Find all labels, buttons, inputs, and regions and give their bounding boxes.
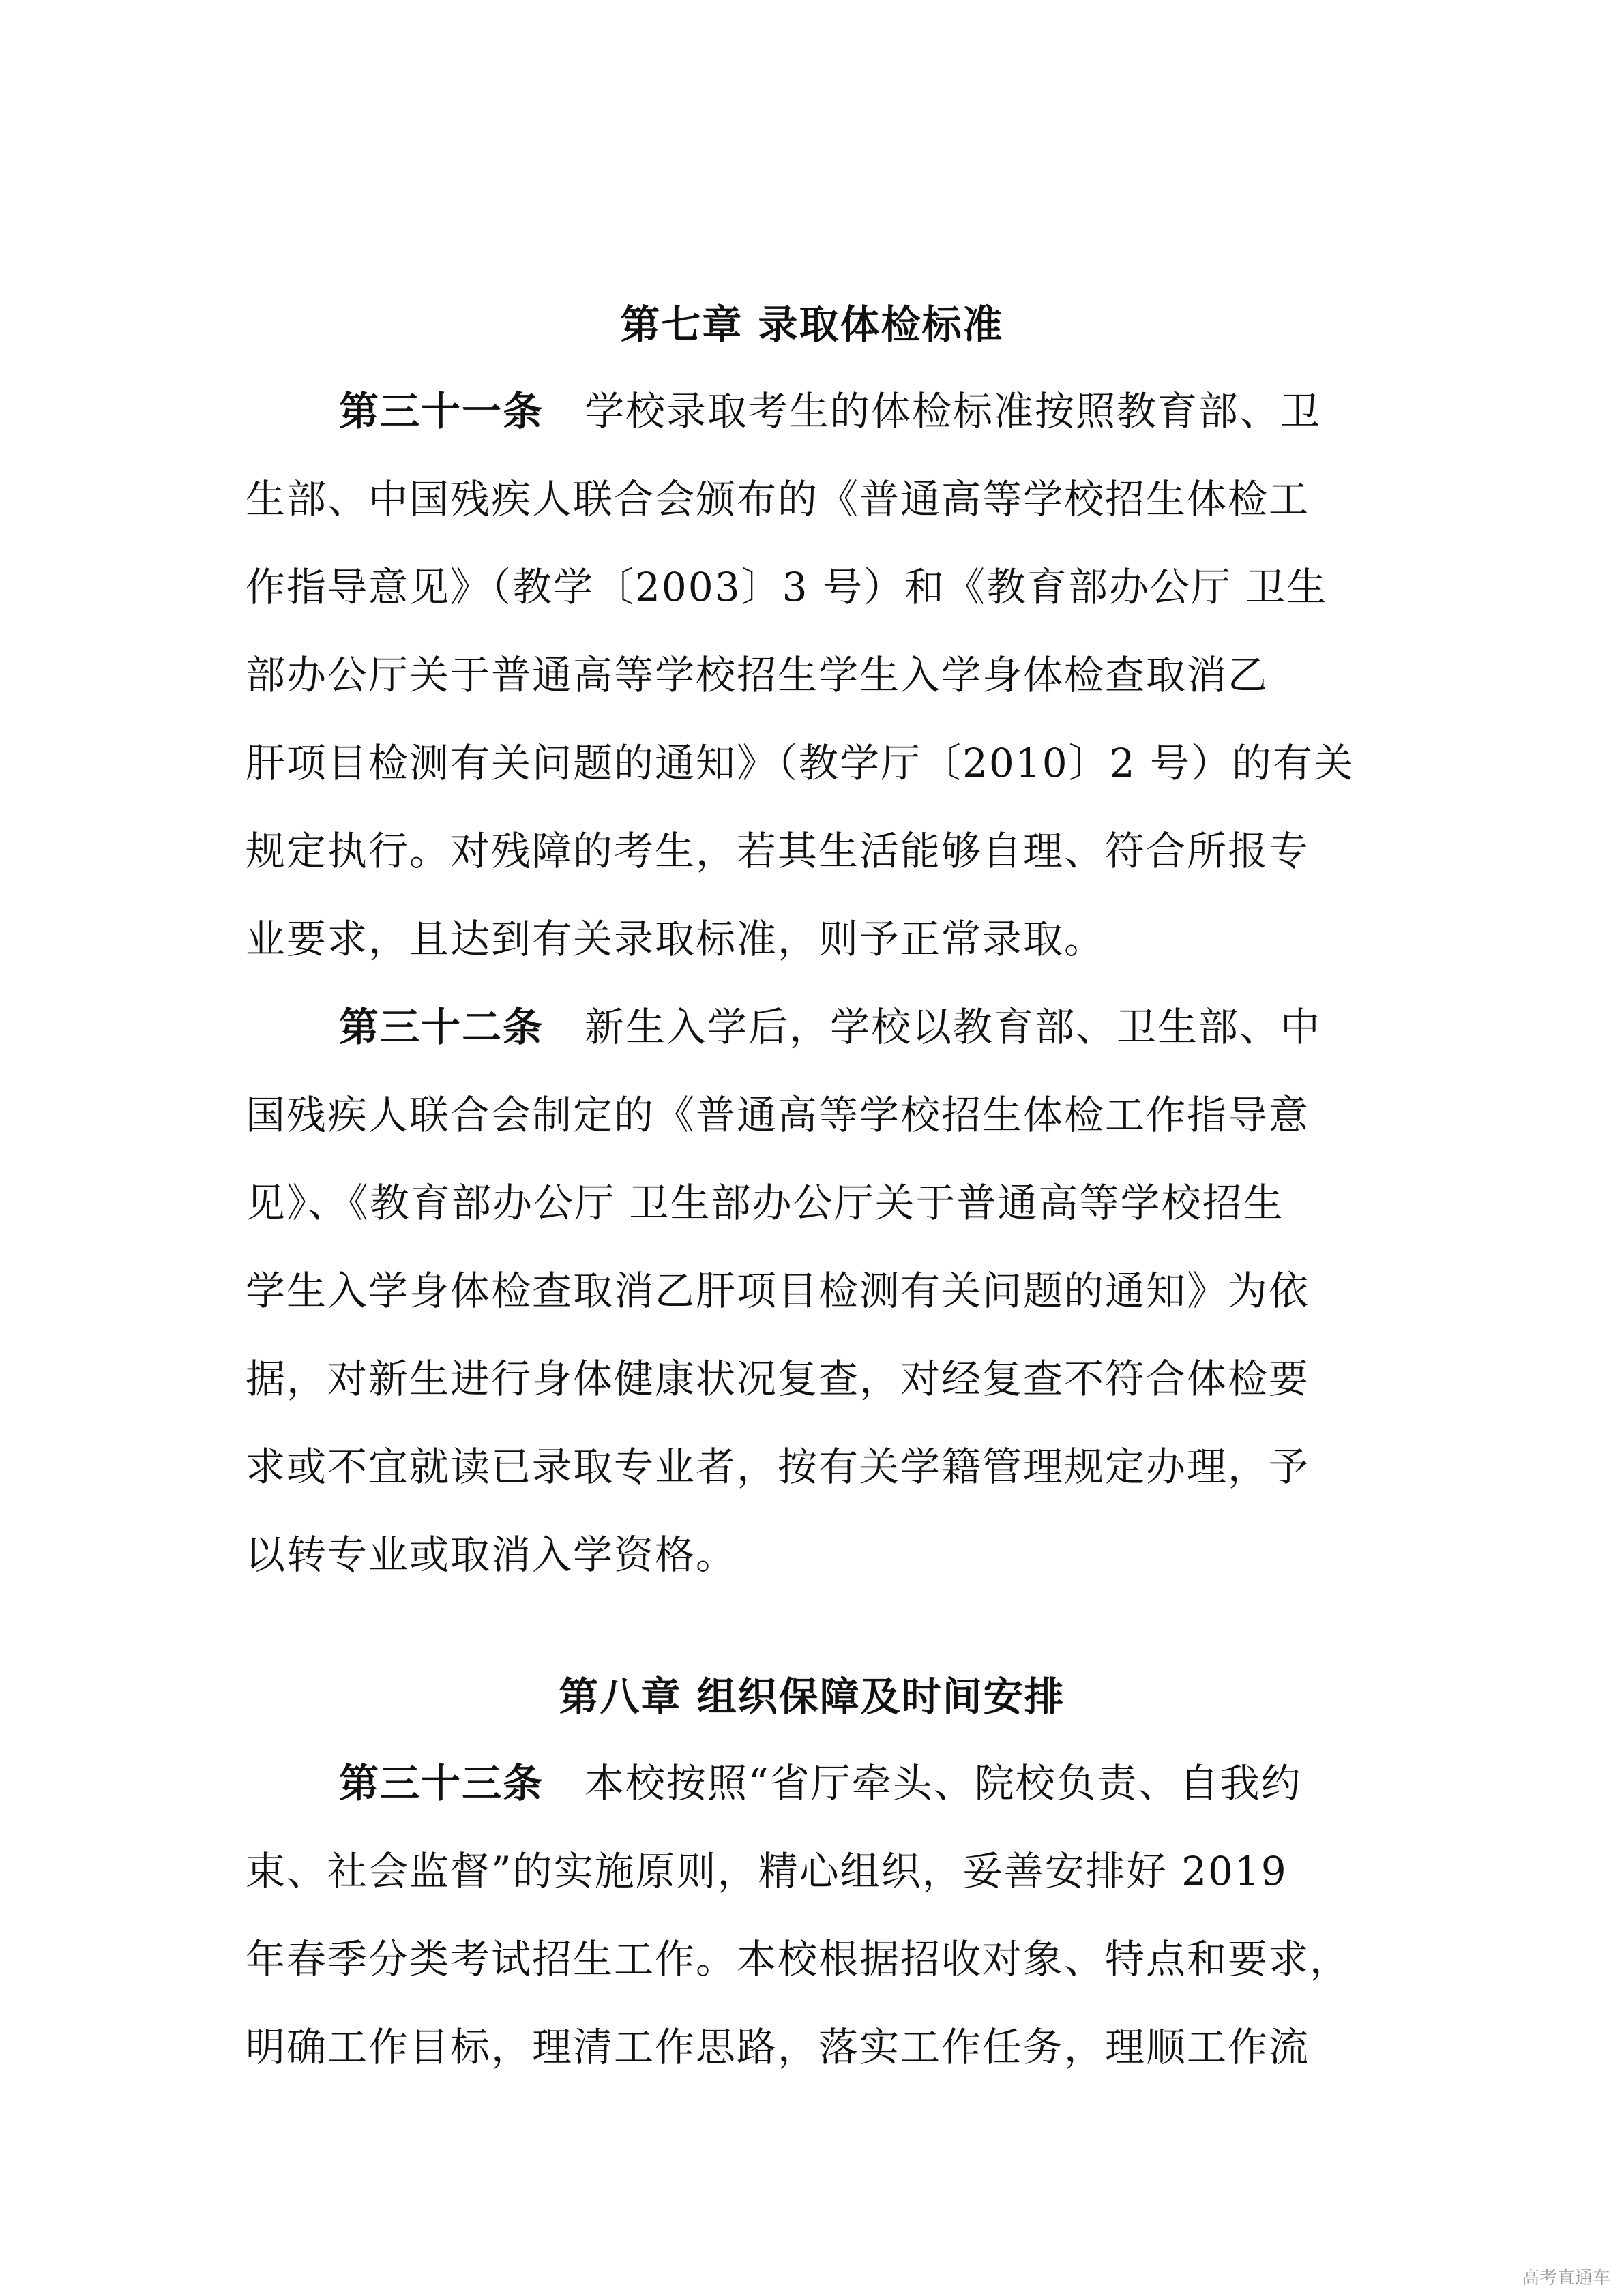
article-32-line-7: 以转专业或取消入学资格。 [246, 1532, 737, 1578]
article-32-line-3: 见》、《教育部办公厅 卫生部办公厅关于普通高等学校招生 [246, 1180, 1284, 1226]
article-31-line-2: 生部、中国残疾人联合会颁布的《普通高等学校招生体检工 [246, 476, 1310, 522]
article-33-line-2: 束、社会监督”的实施原则，精心组织，妥善安排好 2019 [246, 1848, 1288, 1894]
article-32-line-5: 据，对新生进行身体健康状况复查，对经复查不符合体检要 [246, 1356, 1310, 1402]
article-32-line-6: 求或不宜就读已录取专业者，按有关学籍管理规定办理，予 [246, 1444, 1310, 1490]
article-31-line-3: 作指导意见》（教学〔2003〕3 号）和《教育部办公厅 卫生 [246, 564, 1328, 610]
chapter-7-title: 第七章 录取体检标准 [620, 301, 1004, 348]
article-31-line-6: 规定执行。对残障的考生，若其生活能够自理、符合所报专 [246, 828, 1310, 874]
article-32-line-4: 学生入学身体检查取消乙肝项目检测有关问题的通知》为依 [246, 1268, 1310, 1314]
article-32-label: 第三十二条 [339, 1004, 544, 1050]
article-31-line-1: 第三十一条 学校录取考生的体检标准按照教育部、卫 [339, 388, 1322, 434]
article-31-line-5: 肝项目检测有关问题的通知》（教学厅〔2010〕2 号）的有关 [246, 740, 1355, 786]
article-31-line-7: 业要求，且达到有关录取标准，则予正常录取。 [246, 916, 1106, 962]
article-33-line-4: 明确工作目标，理清工作思路，落实工作任务，理顺工作流 [246, 2024, 1310, 2070]
article-31-label: 第三十一条 [339, 388, 544, 434]
article-32-line-1: 第三十二条 新生入学后，学校以教育部、卫生部、中 [339, 1004, 1322, 1050]
article-33-line-1: 第三十三条 本校按照“省厅牵头、院校负责、自我约 [339, 1760, 1302, 1806]
article-31-line-4: 部办公厅关于普通高等学校招生学生入学身体检查取消乙 [246, 652, 1269, 698]
watermark-text: 高考直通车 [1521, 2268, 1610, 2288]
article-33-label: 第三十三条 [339, 1760, 544, 1806]
chapter-8-title: 第八章 组织保障及时间安排 [559, 1673, 1065, 1720]
article-33-line-3: 年春季分类考试招生工作。本校根据招收对象、特点和要求， [246, 1936, 1351, 1982]
article-32-line-2: 国残疾人联合会制定的《普通高等学校招生体检工作指导意 [246, 1092, 1310, 1138]
